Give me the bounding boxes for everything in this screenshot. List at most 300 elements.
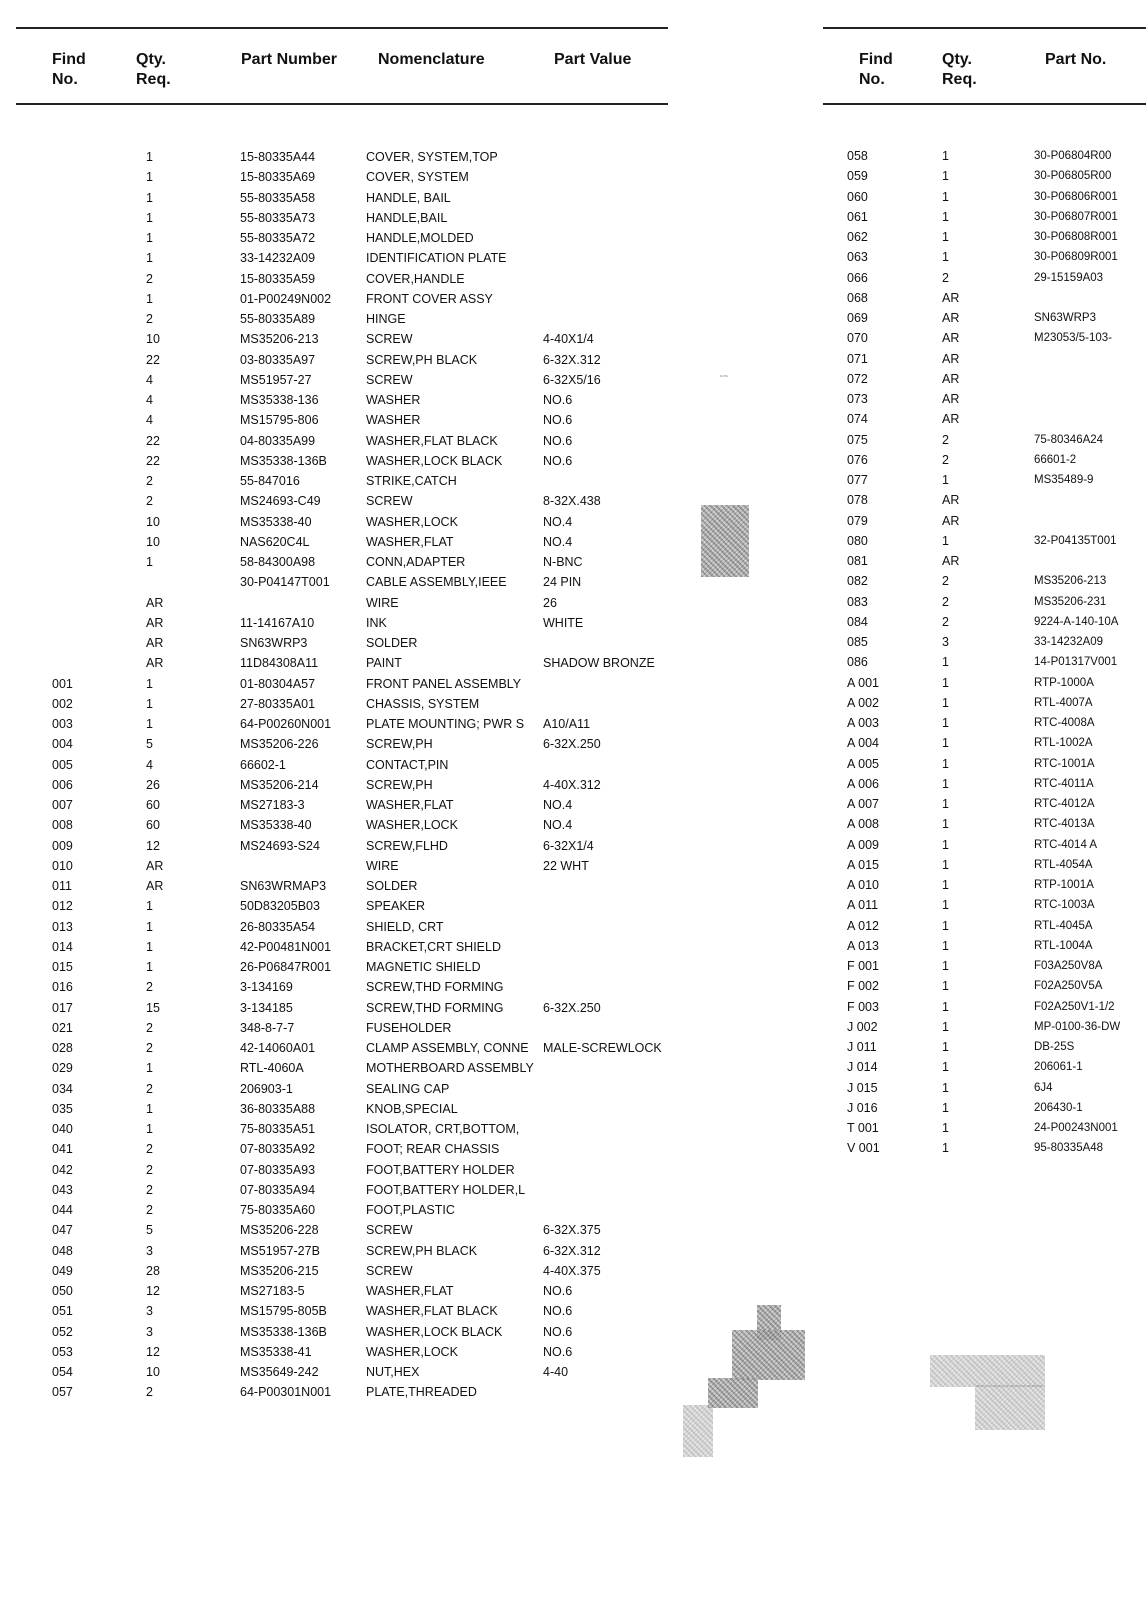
part-number-cell: MS35338-40 (240, 818, 312, 833)
right-header-part-no: Part No. (1045, 51, 1107, 68)
nomenclature-cell: NUT,HEX (366, 1365, 420, 1379)
part-value-cell: N-BNC (543, 555, 583, 569)
nomenclature-cell: WASHER,LOCK BLACK (366, 1324, 503, 1339)
qty-cell: 2 (146, 1385, 153, 1400)
part-number-cell: 01-80304A57 (240, 676, 316, 691)
find-no-cell: A 009 (847, 837, 879, 852)
qty-cell: 1 (942, 230, 949, 244)
qty-cell: 28 (146, 1263, 160, 1278)
left-header-part-value: Part Value (554, 51, 632, 68)
scan-noise-3 (732, 1330, 805, 1380)
qty-cell: 15 (146, 1000, 160, 1015)
find-no-cell: 021 (52, 1020, 73, 1035)
nomenclature-cell: FRONT PANEL ASSEMBLY (366, 676, 522, 691)
qty-cell: 12 (146, 1284, 160, 1298)
nomenclature-cell: CLAMP ASSEMBLY, CONNE (366, 1041, 529, 1055)
part-no-cell: RTL-4007A (1034, 696, 1093, 709)
nomenclature-cell: SCREW (366, 1263, 413, 1278)
find-no-cell: A 006 (847, 776, 879, 791)
qty-cell: 2 (146, 1020, 153, 1035)
find-no-cell: 063 (847, 250, 868, 265)
qty-cell: 2 (146, 271, 153, 286)
find-no-cell: J 002 (847, 1019, 878, 1034)
find-no-cell: 006 (52, 777, 73, 792)
qty-cell: 1 (942, 797, 949, 811)
qty-cell: 1 (146, 899, 153, 914)
part-no-cell: MS35489-9 (1034, 474, 1094, 486)
left-header-nomenclature: Nomenclature (378, 51, 485, 68)
part-no-cell: RTC-4008A (1034, 717, 1095, 729)
part-value-cell: A10/A11 (543, 717, 591, 731)
qty-cell: 2 (146, 1162, 153, 1177)
nomenclature-cell: WASHER,FLAT (366, 1284, 454, 1298)
nomenclature-cell: PLATE,THREADED (366, 1385, 477, 1400)
part-no-cell: 30-P06805R00 (1034, 170, 1112, 183)
part-number-cell: MS24693-S24 (240, 838, 320, 853)
nomenclature-cell: WIRE (366, 858, 399, 873)
qty-cell: 2 (942, 432, 949, 447)
part-number-cell: 11-14167A10 (240, 615, 315, 630)
left-top-rule (16, 27, 668, 29)
find-no-cell: 005 (52, 757, 73, 772)
part-no-cell: MS35206-213 (1034, 575, 1107, 588)
qty-cell: 1 (942, 736, 949, 751)
part-number-cell: 04-80335A99 (240, 433, 316, 448)
find-no-cell: 041 (52, 1142, 73, 1157)
qty-cell: 1 (146, 1061, 153, 1076)
part-number-cell: 42-P00481N001 (240, 939, 332, 954)
qty-cell: 12 (146, 1344, 160, 1359)
part-no-cell: F03A250V8A (1034, 960, 1103, 972)
qty-cell: 5 (146, 1223, 153, 1238)
qty-cell: 1 (146, 919, 153, 934)
part-no-cell: RTL-1002A (1034, 737, 1093, 750)
part-number-cell: MS35206-226 (240, 737, 319, 752)
find-no-cell: 051 (52, 1304, 73, 1319)
qty-cell: 22 (146, 433, 160, 448)
find-no-cell: 034 (52, 1081, 73, 1096)
nomenclature-cell: SEALING CAP (366, 1081, 450, 1096)
find-no-cell: A 011 (847, 898, 879, 913)
part-number-cell: MS51957-27B (240, 1243, 320, 1258)
find-no-cell: 007 (52, 798, 73, 812)
part-number-cell: MS15795-805B (240, 1304, 327, 1319)
part-number-cell: 15-80335A69 (240, 170, 316, 185)
part-number-cell: 26-P06847R001 (240, 960, 332, 974)
find-no-cell: 086 (847, 655, 868, 670)
find-no-cell: 044 (52, 1203, 73, 1217)
qty-cell: 1 (146, 170, 153, 185)
find-no-cell: 003 (52, 717, 73, 731)
qty-cell: 1 (146, 696, 153, 711)
part-no-cell: 206061-1 (1034, 1061, 1083, 1074)
nomenclature-cell: FOOT,BATTERY HOLDER (366, 1162, 515, 1177)
qty-cell: 1 (942, 938, 949, 953)
qty-cell: 2 (146, 494, 153, 509)
part-value-cell: WHITE (543, 615, 584, 630)
part-value-cell: MALE-SCREWLOCK (543, 1041, 662, 1055)
scan-noise-4 (708, 1378, 758, 1408)
qty-cell: 1 (942, 1100, 949, 1115)
find-no-cell: 077 (847, 473, 868, 487)
qty-cell: 1 (942, 250, 949, 265)
find-no-cell: 035 (52, 1101, 73, 1116)
find-no-cell: 061 (847, 209, 868, 224)
find-no-cell: 029 (52, 1061, 73, 1076)
find-no-cell: 085 (847, 635, 868, 649)
find-no-cell: 001 (52, 676, 73, 691)
part-no-cell: RTC-4012A (1034, 798, 1095, 810)
find-no-cell: J 016 (847, 1100, 878, 1115)
nomenclature-cell: HANDLE,BAIL (366, 210, 448, 225)
find-no-cell: 079 (847, 513, 868, 528)
find-no-cell: 082 (847, 574, 868, 589)
scan-noise-1 (701, 505, 749, 577)
nomenclature-cell: COVER, SYSTEM,TOP (366, 150, 498, 164)
nomenclature-cell: FRONT COVER ASSY (366, 291, 493, 306)
part-value-cell: SHADOW BRONZE (543, 656, 655, 671)
nomenclature-cell: WASHER,LOCK (366, 818, 458, 833)
part-number-cell: MS35206-214 (240, 777, 319, 792)
part-number-cell: SN63WRMAP3 (240, 879, 327, 893)
qty-cell: 1 (942, 533, 949, 548)
part-number-cell: 07-80335A93 (240, 1162, 316, 1177)
find-no-cell: 074 (847, 412, 868, 427)
qty-cell: 4 (146, 393, 153, 407)
qty-cell: 1 (146, 150, 153, 164)
find-no-cell: A 003 (847, 716, 879, 730)
qty-cell: AR (146, 858, 164, 873)
part-number-cell: 07-80335A94 (240, 1182, 316, 1197)
part-no-cell: RTC-4011A (1034, 777, 1094, 790)
part-no-cell: SN63WRP3 (1034, 312, 1096, 324)
find-no-cell: 049 (52, 1263, 73, 1278)
qty-cell: 1 (942, 776, 949, 791)
nomenclature-cell: WASHER,FLAT BLACK (366, 1304, 498, 1319)
qty-cell: 1 (942, 169, 949, 184)
find-no-cell: A 012 (847, 918, 879, 933)
part-value-cell: 6-32X5/16 (543, 372, 601, 387)
find-no-cell: J 011 (847, 1040, 877, 1054)
nomenclature-cell: SCREW (366, 494, 413, 509)
nomenclature-cell: WASHER,LOCK (366, 1344, 458, 1359)
part-number-cell: MS35338-136B (240, 1324, 327, 1339)
qty-cell: 60 (146, 818, 160, 833)
part-no-cell: 30-P06809R001 (1034, 251, 1118, 264)
qty-cell: AR (942, 290, 960, 305)
qty-cell: 1 (146, 960, 153, 974)
qty-cell: 1 (942, 1060, 949, 1075)
part-value-cell: 6-32X.312 (543, 352, 601, 367)
find-no-cell: 017 (52, 1000, 73, 1015)
nomenclature-cell: SOLDER (366, 879, 418, 893)
nomenclature-cell: COVER,HANDLE (366, 271, 465, 286)
part-no-cell: 30-P06807R001 (1034, 210, 1118, 223)
qty-cell: 1 (942, 979, 949, 994)
qty-cell: 2 (146, 1081, 153, 1096)
qty-cell: 1 (146, 555, 153, 569)
find-no-cell: 008 (52, 818, 73, 833)
part-no-cell: RTC-1003A (1034, 899, 1095, 912)
find-no-cell: 011 (52, 879, 72, 893)
nomenclature-cell: SCREW,THD FORMING (366, 980, 504, 995)
find-no-cell: 058 (847, 149, 868, 163)
part-number-cell: MS35206-215 (240, 1263, 319, 1278)
part-value-cell: NO.4 (543, 534, 573, 549)
part-number-cell: 206903-1 (240, 1081, 293, 1096)
part-number-cell: MS27183-3 (240, 798, 305, 812)
find-no-cell: F 002 (847, 979, 879, 994)
find-no-cell: 068 (847, 290, 868, 305)
qty-cell: 22 (146, 352, 160, 367)
left-header-find-no: Find No. (52, 51, 86, 88)
qty-cell: 1 (942, 898, 949, 913)
qty-cell: AR (942, 351, 960, 366)
part-no-cell: RTC-1001A (1034, 757, 1095, 770)
nomenclature-cell: WASHER (366, 413, 421, 428)
scan-noise-5 (683, 1405, 713, 1457)
qty-cell: 1 (942, 716, 949, 730)
part-number-cell: 55-80335A73 (240, 210, 316, 225)
nomenclature-cell: SCREW (366, 332, 413, 347)
find-no-cell: 075 (847, 432, 868, 447)
qty-cell: 10 (146, 1365, 160, 1379)
find-no-cell: 048 (52, 1243, 73, 1258)
part-value-cell: 8-32X.438 (543, 494, 601, 509)
qty-cell: 10 (146, 534, 160, 549)
part-number-cell: 07-80335A92 (240, 1142, 316, 1157)
qty-cell: 1 (942, 918, 949, 933)
qty-cell: 1 (942, 149, 949, 163)
qty-cell: 2 (146, 1142, 153, 1157)
part-number-cell: RTL-4060A (240, 1061, 304, 1076)
part-number-cell: 58-84300A98 (240, 555, 316, 569)
qty-cell: 2 (146, 474, 153, 488)
part-value-cell: 24 PIN (543, 575, 582, 590)
qty-cell: 1 (146, 251, 153, 266)
qty-cell: 1 (942, 209, 949, 224)
nomenclature-cell: SCREW,PH (366, 777, 433, 792)
part-number-cell: 3-134185 (240, 1000, 293, 1015)
find-no-cell: A 010 (847, 878, 879, 892)
find-no-cell: 080 (847, 533, 868, 548)
qty-cell: AR (942, 493, 960, 508)
find-no-cell: 042 (52, 1162, 73, 1177)
find-no-cell: A 015 (847, 857, 879, 872)
qty-cell: 2 (942, 614, 949, 629)
find-no-cell: 070 (847, 331, 868, 346)
qty-cell: AR (942, 554, 960, 568)
nomenclature-cell: WASHER,LOCK (366, 514, 458, 529)
qty-cell: 26 (146, 777, 160, 792)
part-number-cell: NAS620C4L (240, 534, 310, 549)
find-no-cell: 014 (52, 939, 73, 954)
find-no-cell: 054 (52, 1365, 73, 1379)
nomenclature-cell: SCREW,THD FORMING (366, 1000, 504, 1015)
part-no-cell: 24-P00243N001 (1034, 1122, 1118, 1134)
part-value-cell: NO.4 (543, 818, 573, 833)
part-number-cell: 55-847016 (240, 474, 300, 488)
part-number-cell: MS35338-40 (240, 514, 312, 529)
nomenclature-cell: WASHER (366, 393, 421, 407)
part-no-cell: RTC-4014 A (1034, 838, 1098, 851)
part-no-cell: 30-P06808R001 (1034, 231, 1118, 243)
find-no-cell: 053 (52, 1344, 73, 1359)
left-header-rule (16, 103, 668, 105)
right-header-find-no: Find No. (859, 51, 893, 88)
part-number-cell: 55-80335A58 (240, 190, 316, 205)
qty-cell: 3 (146, 1243, 153, 1258)
qty-cell: 1 (942, 655, 949, 670)
find-no-cell: A 001 (847, 675, 879, 690)
nomenclature-cell: SHIELD, CRT (366, 919, 444, 934)
qty-cell: 1 (942, 1040, 949, 1054)
part-number-cell: 15-80335A59 (240, 271, 316, 286)
scan-noise-6 (930, 1355, 1045, 1387)
find-no-cell: 050 (52, 1284, 73, 1298)
part-number-cell: 03-80335A97 (240, 352, 316, 367)
find-no-cell: 043 (52, 1182, 73, 1197)
nomenclature-cell: WASHER,LOCK BLACK (366, 453, 503, 468)
qty-cell: 2 (146, 312, 153, 326)
find-no-cell: 072 (847, 371, 868, 386)
find-no-cell: 057 (52, 1385, 73, 1400)
qty-cell: 1 (146, 1101, 153, 1116)
part-no-cell: 32-P04135T001 (1034, 534, 1117, 547)
find-no-cell: 028 (52, 1041, 73, 1055)
nomenclature-cell: FOOT,BATTERY HOLDER,L (366, 1182, 526, 1197)
find-no-cell: 015 (52, 960, 73, 974)
qty-cell: 1 (942, 1019, 949, 1034)
part-no-cell: 6J4 (1034, 1081, 1053, 1094)
qty-cell: 1 (942, 473, 949, 487)
part-value-cell: 22 WHT (543, 858, 589, 873)
find-no-cell: A 005 (847, 756, 879, 771)
qty-cell: 1 (942, 1080, 949, 1095)
qty-cell: 2 (146, 1041, 153, 1055)
qty-cell: 4 (146, 413, 153, 428)
qty-cell: 1 (942, 959, 949, 973)
part-value-cell: NO.6 (543, 393, 573, 407)
nomenclature-cell: FUSEHOLDER (366, 1020, 452, 1035)
find-no-cell: 071 (847, 351, 868, 366)
qty-cell: 1 (942, 1121, 949, 1135)
part-no-cell: 33-14232A09 (1034, 636, 1104, 648)
left-header-qty-req: Qty. Req. (136, 51, 171, 88)
qty-cell: AR (942, 392, 960, 406)
part-number-cell: 348-8-7-7 (240, 1020, 295, 1035)
qty-cell: 1 (146, 291, 153, 306)
qty-cell: 1 (146, 676, 153, 691)
find-no-cell: V 001 (847, 1141, 880, 1156)
nomenclature-cell: KNOB,SPECIAL (366, 1101, 458, 1116)
part-number-cell: MS27183-5 (240, 1284, 305, 1298)
part-number-cell: MS35206-228 (240, 1223, 319, 1238)
find-no-cell: F 001 (847, 959, 879, 973)
nomenclature-cell: IDENTIFICATION PLATE (366, 251, 507, 266)
qty-cell: 1 (146, 190, 153, 205)
nomenclature-cell: WIRE (366, 595, 399, 610)
nomenclature-cell: STRIKE,CATCH (366, 474, 457, 488)
nomenclature-cell: SCREW,FLHD (366, 838, 448, 853)
find-no-cell: 052 (52, 1324, 73, 1339)
qty-cell: 2 (146, 1203, 153, 1217)
qty-cell: 2 (146, 980, 153, 995)
part-value-cell: 6-32X.375 (543, 1223, 601, 1238)
qty-cell: 2 (942, 594, 949, 609)
find-no-cell: 083 (847, 594, 868, 609)
find-no-cell: T 001 (847, 1121, 879, 1135)
part-number-cell: 15-80335A44 (240, 150, 316, 164)
part-value-cell: NO.6 (543, 1284, 573, 1298)
nomenclature-cell: SOLDER (366, 636, 418, 650)
find-no-cell: A 013 (847, 938, 879, 953)
part-value-cell: 6-32X.312 (543, 1243, 601, 1258)
qty-cell: 3 (146, 1324, 153, 1339)
find-no-cell: 002 (52, 696, 73, 711)
find-no-cell: J 015 (847, 1080, 878, 1095)
find-no-cell: 016 (52, 980, 73, 995)
find-no-cell: 012 (52, 899, 73, 914)
nomenclature-cell: ISOLATOR, CRT,BOTTOM, (366, 1122, 520, 1136)
part-number-cell: 27-80335A01 (240, 696, 316, 711)
part-no-cell: 75-80346A24 (1034, 433, 1104, 446)
part-number-cell: 26-80335A54 (240, 919, 316, 934)
nomenclature-cell: SCREW,PH BLACK (366, 1243, 478, 1258)
nomenclature-cell: HANDLE,MOLDED (366, 231, 474, 245)
nomenclature-cell: INK (366, 615, 387, 630)
qty-cell: AR (942, 513, 960, 528)
qty-cell: 2 (146, 1182, 153, 1197)
qty-cell: 1 (146, 1122, 153, 1136)
find-no-cell: A 008 (847, 817, 879, 832)
part-number-cell: 66602-1 (240, 757, 286, 772)
part-no-cell: F02A250V1-1/2 (1034, 1000, 1115, 1013)
part-number-cell: 64-P00301N001 (240, 1385, 332, 1400)
qty-cell: 1 (942, 857, 949, 872)
find-no-cell: 062 (847, 230, 868, 244)
part-no-cell: RTL-4045A (1034, 919, 1093, 932)
part-number-cell: SN63WRP3 (240, 636, 308, 650)
part-no-cell: M23053/5-103- (1034, 332, 1112, 345)
part-number-cell: MS51957-27 (240, 372, 312, 387)
part-value-cell: 6-32X.250 (543, 737, 601, 752)
qty-cell: 1 (146, 210, 153, 225)
nomenclature-cell: SPEAKER (366, 899, 426, 914)
nomenclature-cell: SCREW (366, 372, 413, 387)
nomenclature-cell: HANDLE, BAIL (366, 190, 451, 205)
qty-cell: 1 (942, 878, 949, 892)
qty-cell: 2 (942, 452, 949, 467)
part-no-cell: MP-0100-36-DW (1034, 1020, 1121, 1033)
find-no-cell: 004 (52, 737, 73, 752)
qty-cell: 10 (146, 514, 160, 529)
part-number-cell: MS35338-41 (240, 1344, 312, 1359)
find-no-cell: 084 (847, 614, 868, 629)
part-no-cell: F02A250V5A (1034, 980, 1103, 993)
left-header-part-number: Part Number (241, 51, 338, 68)
part-no-cell: 206430-1 (1034, 1101, 1083, 1114)
part-value-cell: NO.6 (543, 413, 573, 428)
qty-cell: AR (942, 412, 960, 427)
part-number-cell: 42-14060A01 (240, 1041, 316, 1055)
find-no-cell: 078 (847, 493, 868, 508)
qty-cell: 1 (942, 675, 949, 690)
qty-cell: 1 (146, 231, 153, 245)
part-number-cell: 36-80335A88 (240, 1101, 316, 1116)
qty-cell: AR (146, 656, 164, 671)
qty-cell: AR (146, 615, 164, 630)
